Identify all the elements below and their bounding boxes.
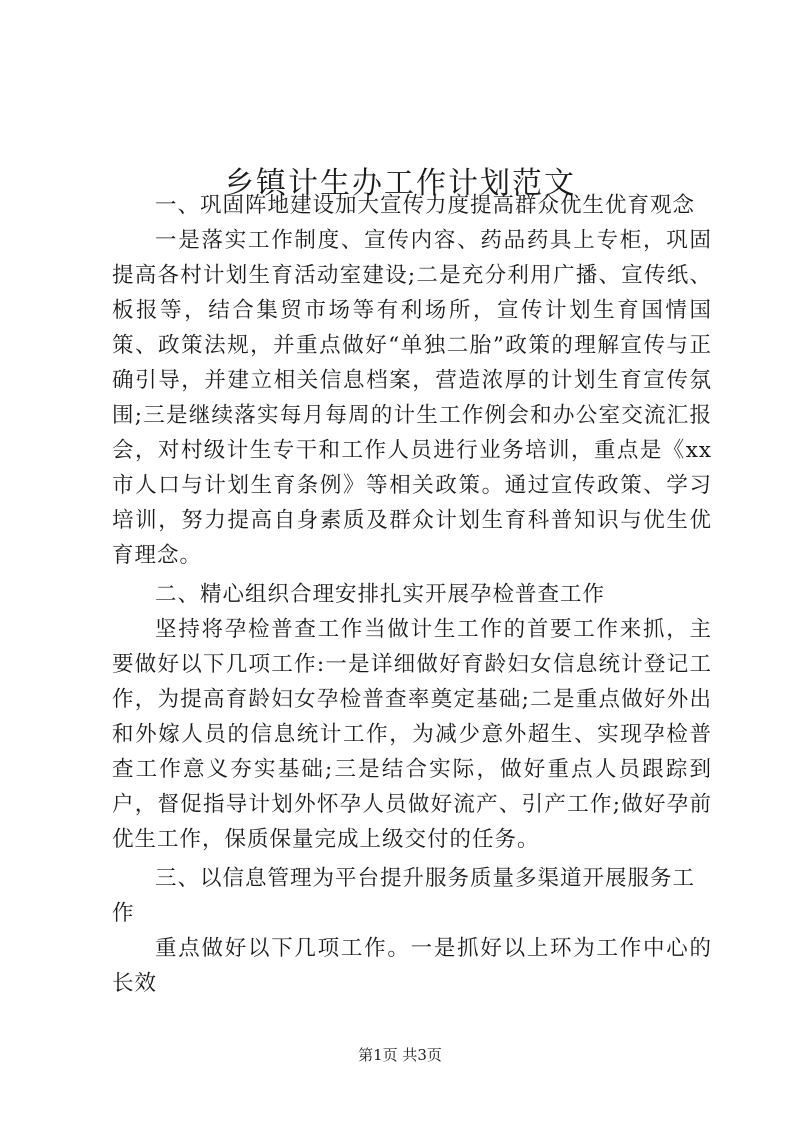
document-title: 乡镇计生办工作计划范文 <box>224 166 576 202</box>
section-paragraph-1: 一是落实工作制度、宣传内容、药品药具上专柜，巩固提高各村计划生育活动室建设;二是充分利用广播、宣传纸、板报等，结合集贸市场等有利场所，宣传计划生育国情国策、政策法规，并重点做好“单独二胎”政策的理解宣传与正确引导，并建立相关信息档案，营造浓厚的计划生育宣传氛围;三是继续落实每月每周的计生工作例会和办公室交流汇报会，对村级计生专干和工作人员进行业务培训，重点是《xx市人口与计划生育条例》等相关政策。通过宣传政策、学习培训，努力提高自身素质及群众计划生育科普知识与优生优育理念。 <box>112 228 712 568</box>
section-paragraph-2: 坚持将孕检普查工作当做计生工作的首要工作来抓，主要做好以下几项工作:一是详细做好育龄妇女信息统计登记工作，为提高育龄妇女孕检普查率奠定基础;二是重点做好外出和外嫁人员的信息统计工作，为减少意外超生、实现孕检普查工作意义夯实基础;三是结合实际，做好重点人员跟踪到户，督促指导计划外怀孕人员做好流产、引产工作;做好孕前优生工作，保质保量完成上级交付的任务。 <box>112 617 712 852</box>
section-heading-2: 二、精心组织合理安排扎实开展孕检普查工作 <box>155 582 606 607</box>
section-heading-3: 三、以信息管理为平台提升服务质量多渠道开展服务工作 <box>112 866 696 926</box>
section-heading-1: 一、巩固阵地建设加大宣传力度提高群众优生优育观念 <box>155 193 696 218</box>
section-paragraph-3: 重点做好以下几项工作。一是抓好以上环为工作中心的长效 <box>112 936 712 996</box>
page-number-footer: 第1页 共3页 <box>358 1046 442 1064</box>
document-body <box>112 188 712 1001</box>
